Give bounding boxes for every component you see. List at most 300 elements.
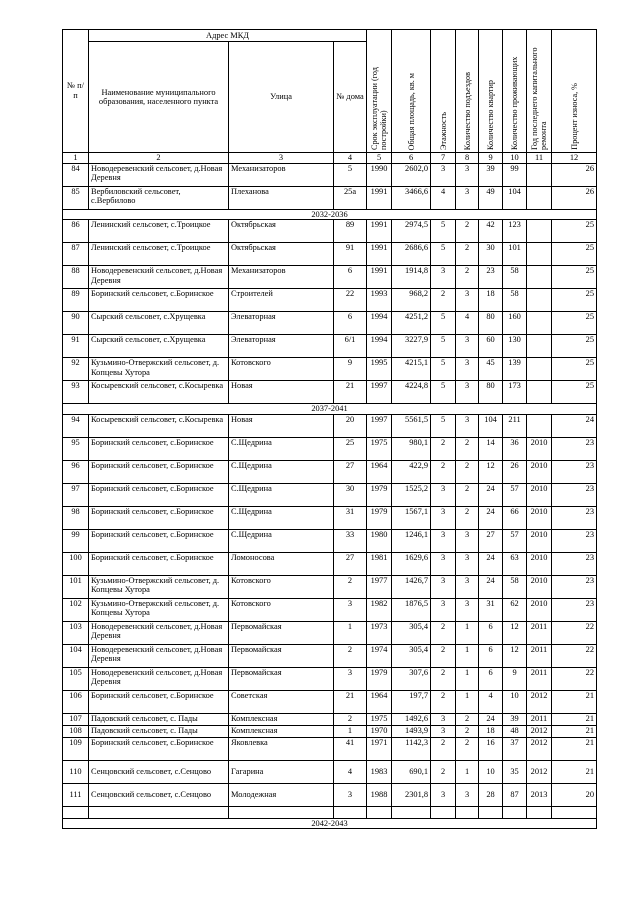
area-cell: 1493,9 <box>392 725 431 737</box>
entrances-cell: 2 <box>456 460 479 483</box>
table-row <box>63 186 597 209</box>
period-label: 2042-2043 <box>63 818 597 829</box>
municipality-cell: Ленинский сельсовет, с.Троицкое <box>89 243 229 266</box>
area-cell: 690,1 <box>392 760 431 783</box>
wear-cell: 26 <box>552 186 597 209</box>
column-number: 3 <box>229 153 334 164</box>
header-address-group: Адрес МКД <box>89 30 367 42</box>
blank-cell <box>229 806 334 818</box>
apartments-cell: 16 <box>479 737 503 760</box>
area-cell: 422,9 <box>392 460 431 483</box>
municipality-cell: Косыревский сельсовет, с.Косыревка <box>89 414 229 437</box>
apartments-cell: 49 <box>479 186 503 209</box>
blank-cell <box>456 806 479 818</box>
house-number-cell: 6 <box>334 312 367 335</box>
header-municipality: Наименование муниципального образования, населенного пункта <box>89 42 229 153</box>
street-cell: Октябрьская <box>229 243 334 266</box>
floors-cell: 3 <box>431 529 456 552</box>
residents-cell: 66 <box>503 506 527 529</box>
table-row <box>63 483 597 506</box>
entrances-cell: 2 <box>456 725 479 737</box>
entrances-cell: 3 <box>456 335 479 358</box>
year-cell: 1993 <box>367 289 392 312</box>
header-entrances: Количество подъездов <box>456 30 479 153</box>
table-row <box>63 725 597 737</box>
table-row <box>63 552 597 575</box>
wear-cell: 23 <box>552 483 597 506</box>
repair-year-cell <box>527 243 552 266</box>
column-number: 8 <box>456 153 479 164</box>
column-number: 6 <box>392 153 431 164</box>
table-row <box>63 598 597 621</box>
repair-year-cell: 2011 <box>527 644 552 667</box>
year-cell: 1990 <box>367 163 392 186</box>
municipality-cell: Новодеревенский сельсовет, д.Новая Деревня <box>89 667 229 690</box>
wear-cell: 23 <box>552 575 597 598</box>
row-number: 98 <box>63 506 89 529</box>
wear-cell: 22 <box>552 644 597 667</box>
house-number-cell: 4 <box>334 760 367 783</box>
blank-cell <box>431 806 456 818</box>
housing-stock-table <box>62 29 597 829</box>
floors-cell: 3 <box>431 725 456 737</box>
apartments-cell: 23 <box>479 266 503 289</box>
year-cell: 1970 <box>367 725 392 737</box>
street-cell: Советская <box>229 690 334 713</box>
table-row <box>63 266 597 289</box>
row-number: 108 <box>63 725 89 737</box>
wear-cell: 21 <box>552 690 597 713</box>
house-number-cell: 3 <box>334 667 367 690</box>
municipality-cell: Боринский сельсовет, с.Боринское <box>89 529 229 552</box>
residents-cell: 101 <box>503 243 527 266</box>
municipality-cell: Кузьмино-Отвержский сельсовет, д. Копцевы Хутора <box>89 358 229 381</box>
year-cell: 1979 <box>367 667 392 690</box>
blank-cell <box>479 806 503 818</box>
year-cell: 1997 <box>367 414 392 437</box>
street-cell: Элеваторная <box>229 335 334 358</box>
house-number-cell: 3 <box>334 783 367 806</box>
apartments-cell: 10 <box>479 760 503 783</box>
municipality-cell: Ленинский сельсовет, с.Троицкое <box>89 220 229 243</box>
area-cell: 4224,8 <box>392 381 431 404</box>
municipality-cell: Сырский сельсовет, с.Хрущевка <box>89 312 229 335</box>
apartments-cell: 18 <box>479 289 503 312</box>
wear-cell: 22 <box>552 621 597 644</box>
street-cell: С.Щедрина <box>229 506 334 529</box>
municipality-cell: Боринский сельсовет, с.Боринское <box>89 552 229 575</box>
repair-year-cell <box>527 266 552 289</box>
street-cell: Котовского <box>229 598 334 621</box>
apartments-cell: 6 <box>479 621 503 644</box>
street-cell: Первомайская <box>229 644 334 667</box>
residents-cell: 104 <box>503 186 527 209</box>
floors-cell: 2 <box>431 760 456 783</box>
repair-year-cell: 2012 <box>527 760 552 783</box>
floors-cell: 2 <box>431 667 456 690</box>
apartments-cell: 45 <box>479 358 503 381</box>
floors-cell: 5 <box>431 243 456 266</box>
apartments-cell: 6 <box>479 644 503 667</box>
row-number: 90 <box>63 312 89 335</box>
entrances-cell: 2 <box>456 483 479 506</box>
wear-cell: 26 <box>552 163 597 186</box>
blank-cell <box>63 806 89 818</box>
wear-cell: 21 <box>552 737 597 760</box>
area-cell: 980,1 <box>392 437 431 460</box>
entrances-cell: 2 <box>456 437 479 460</box>
header-area: Общая площадь, кв. м <box>392 30 431 153</box>
apartments-cell: 30 <box>479 243 503 266</box>
entrances-cell: 3 <box>456 575 479 598</box>
municipality-cell: Вербиловский сельсовет, с.Вербилово <box>89 186 229 209</box>
year-cell: 1994 <box>367 335 392 358</box>
area-cell: 1142,3 <box>392 737 431 760</box>
municipality-cell: Сенцовский сельсовет, с.Сенцово <box>89 760 229 783</box>
column-number: 7 <box>431 153 456 164</box>
wear-cell: 25 <box>552 220 597 243</box>
area-cell: 1876,5 <box>392 598 431 621</box>
repair-year-cell <box>527 312 552 335</box>
area-cell: 2686,6 <box>392 243 431 266</box>
area-cell: 1246,1 <box>392 529 431 552</box>
house-number-cell: 89 <box>334 220 367 243</box>
table-row <box>63 621 597 644</box>
wear-cell: 25 <box>552 381 597 404</box>
year-cell: 1974 <box>367 644 392 667</box>
house-number-cell: 41 <box>334 737 367 760</box>
period-row <box>63 404 597 415</box>
year-cell: 1988 <box>367 783 392 806</box>
apartments-cell: 4 <box>479 690 503 713</box>
row-number: 88 <box>63 266 89 289</box>
year-cell: 1991 <box>367 220 392 243</box>
street-cell: Котовского <box>229 575 334 598</box>
residents-cell: 57 <box>503 483 527 506</box>
year-cell: 1983 <box>367 760 392 783</box>
entrances-cell: 2 <box>456 506 479 529</box>
residents-cell: 57 <box>503 529 527 552</box>
house-number-cell: 21 <box>334 690 367 713</box>
street-cell: Октябрьская <box>229 220 334 243</box>
entrances-cell: 2 <box>456 220 479 243</box>
apartments-cell: 12 <box>479 460 503 483</box>
municipality-cell: Боринский сельсовет, с.Боринское <box>89 690 229 713</box>
table-row <box>63 163 597 186</box>
row-number: 102 <box>63 598 89 621</box>
wear-cell: 22 <box>552 667 597 690</box>
house-number-cell: 22 <box>334 289 367 312</box>
repair-year-cell: 2010 <box>527 598 552 621</box>
row-number: 101 <box>63 575 89 598</box>
residents-cell: 12 <box>503 621 527 644</box>
floors-cell: 5 <box>431 381 456 404</box>
blank-cell <box>503 806 527 818</box>
period-label: 2032-2036 <box>63 209 597 220</box>
row-number: 89 <box>63 289 89 312</box>
blank-cell <box>392 806 431 818</box>
municipality-cell: Новодеревенский сельсовет, д.Новая Деревня <box>89 163 229 186</box>
row-number: 97 <box>63 483 89 506</box>
area-cell: 1914,8 <box>392 266 431 289</box>
floors-cell: 3 <box>431 483 456 506</box>
table-row <box>63 220 597 243</box>
row-number: 104 <box>63 644 89 667</box>
row-number: 94 <box>63 414 89 437</box>
residents-cell: 58 <box>503 575 527 598</box>
area-cell: 197,7 <box>392 690 431 713</box>
municipality-cell: Боринский сельсовет, с.Боринское <box>89 289 229 312</box>
street-cell: Гагарина <box>229 760 334 783</box>
table-row <box>63 335 597 358</box>
street-cell: Котовского <box>229 358 334 381</box>
row-number: 91 <box>63 335 89 358</box>
street-cell: Яковлевка <box>229 737 334 760</box>
row-number: 110 <box>63 760 89 783</box>
municipality-cell: Боринский сельсовет, с.Боринское <box>89 437 229 460</box>
municipality-cell: Боринский сельсовет, с.Боринское <box>89 737 229 760</box>
column-number: 12 <box>552 153 597 164</box>
apartments-cell: 80 <box>479 312 503 335</box>
apartments-cell: 28 <box>479 783 503 806</box>
residents-cell: 62 <box>503 598 527 621</box>
house-number-cell: 25а <box>334 186 367 209</box>
area-cell: 2301,8 <box>392 783 431 806</box>
table-row <box>63 713 597 725</box>
entrances-cell: 3 <box>456 414 479 437</box>
area-cell: 3227,9 <box>392 335 431 358</box>
row-number: 86 <box>63 220 89 243</box>
repair-year-cell: 2011 <box>527 667 552 690</box>
area-cell: 4215,1 <box>392 358 431 381</box>
apartments-cell: 60 <box>479 335 503 358</box>
header-wear: Процент износа, % <box>552 30 597 153</box>
apartments-cell: 31 <box>479 598 503 621</box>
area-cell: 305,4 <box>392 621 431 644</box>
residents-cell: 160 <box>503 312 527 335</box>
year-cell: 1991 <box>367 243 392 266</box>
street-cell: Первомайская <box>229 667 334 690</box>
floors-cell: 2 <box>431 437 456 460</box>
wear-cell: 23 <box>552 552 597 575</box>
repair-year-cell: 2012 <box>527 737 552 760</box>
year-cell: 1964 <box>367 690 392 713</box>
wear-cell: 25 <box>552 243 597 266</box>
area-cell: 1629,6 <box>392 552 431 575</box>
apartments-cell: 24 <box>479 483 503 506</box>
apartments-cell: 24 <box>479 552 503 575</box>
column-number: 2 <box>89 153 229 164</box>
entrances-cell: 1 <box>456 621 479 644</box>
area-cell: 1525,2 <box>392 483 431 506</box>
year-cell: 1979 <box>367 506 392 529</box>
entrances-cell: 3 <box>456 552 479 575</box>
header-year: Срок эксплуатации (год постройки) <box>367 30 392 153</box>
wear-cell: 23 <box>552 460 597 483</box>
blank-cell <box>527 806 552 818</box>
row-number: 106 <box>63 690 89 713</box>
area-cell: 3466,6 <box>392 186 431 209</box>
year-cell: 1982 <box>367 598 392 621</box>
row-number: 99 <box>63 529 89 552</box>
apartments-cell: 39 <box>479 163 503 186</box>
wear-cell: 25 <box>552 266 597 289</box>
residents-cell: 12 <box>503 644 527 667</box>
year-cell: 1995 <box>367 358 392 381</box>
year-cell: 1975 <box>367 437 392 460</box>
floors-cell: 2 <box>431 289 456 312</box>
apartments-cell: 80 <box>479 381 503 404</box>
table-body <box>63 163 597 829</box>
entrances-cell: 2 <box>456 243 479 266</box>
house-number-cell: 1 <box>334 621 367 644</box>
row-number: 84 <box>63 163 89 186</box>
year-cell: 1979 <box>367 483 392 506</box>
entrances-cell: 1 <box>456 667 479 690</box>
wear-cell: 25 <box>552 335 597 358</box>
street-cell: Комплексная <box>229 725 334 737</box>
table-row <box>63 690 597 713</box>
entrances-cell: 2 <box>456 713 479 725</box>
header-house: № дома <box>334 42 367 153</box>
street-cell: С.Щедрина <box>229 437 334 460</box>
apartments-cell: 18 <box>479 725 503 737</box>
repair-year-cell: 2012 <box>527 725 552 737</box>
floors-cell: 5 <box>431 358 456 381</box>
repair-year-cell <box>527 358 552 381</box>
municipality-cell: Боринский сельсовет, с.Боринское <box>89 483 229 506</box>
municipality-cell: Косыревский сельсовет, с.Косыревка <box>89 381 229 404</box>
house-number-cell: 33 <box>334 529 367 552</box>
column-number: 11 <box>527 153 552 164</box>
header-apartments: Количество квартир <box>479 30 503 153</box>
house-number-cell: 20 <box>334 414 367 437</box>
floors-cell: 3 <box>431 506 456 529</box>
residents-cell: 37 <box>503 737 527 760</box>
column-number: 10 <box>503 153 527 164</box>
apartments-cell: 6 <box>479 667 503 690</box>
column-number: 9 <box>479 153 503 164</box>
year-cell: 1997 <box>367 381 392 404</box>
street-cell: Новая <box>229 414 334 437</box>
apartments-cell: 27 <box>479 529 503 552</box>
entrances-cell: 2 <box>456 737 479 760</box>
house-number-cell: 1 <box>334 725 367 737</box>
wear-cell: 23 <box>552 598 597 621</box>
header-floors: Этажность <box>431 30 456 153</box>
house-number-cell: 31 <box>334 506 367 529</box>
period-row <box>63 818 597 829</box>
area-cell: 968,2 <box>392 289 431 312</box>
house-number-cell: 6/1 <box>334 335 367 358</box>
column-number: 5 <box>367 153 392 164</box>
street-cell: Комплексная <box>229 713 334 725</box>
residents-cell: 36 <box>503 437 527 460</box>
wear-cell: 25 <box>552 358 597 381</box>
repair-year-cell: 2010 <box>527 575 552 598</box>
floors-cell: 3 <box>431 552 456 575</box>
floors-cell: 4 <box>431 186 456 209</box>
street-cell: Строителей <box>229 289 334 312</box>
table-row <box>63 460 597 483</box>
header-residents: Количество проживающих <box>503 30 527 153</box>
house-number-cell: 2 <box>334 575 367 598</box>
residents-cell: 99 <box>503 163 527 186</box>
repair-year-cell: 2010 <box>527 437 552 460</box>
residents-cell: 26 <box>503 460 527 483</box>
residents-cell: 123 <box>503 220 527 243</box>
row-number: 100 <box>63 552 89 575</box>
floors-cell: 5 <box>431 312 456 335</box>
municipality-cell: Боринский сельсовет, с.Боринское <box>89 506 229 529</box>
entrances-cell: 1 <box>456 690 479 713</box>
row-number: 87 <box>63 243 89 266</box>
wear-cell: 24 <box>552 414 597 437</box>
entrances-cell: 3 <box>456 529 479 552</box>
blank-cell <box>89 806 229 818</box>
entrances-cell: 3 <box>456 289 479 312</box>
repair-year-cell <box>527 289 552 312</box>
residents-cell: 48 <box>503 725 527 737</box>
table-row <box>63 414 597 437</box>
house-number-cell: 5 <box>334 163 367 186</box>
area-cell: 1567,1 <box>392 506 431 529</box>
year-cell: 1977 <box>367 575 392 598</box>
floors-cell: 2 <box>431 737 456 760</box>
year-cell: 1971 <box>367 737 392 760</box>
street-cell: Механизаторов <box>229 266 334 289</box>
table-row <box>63 529 597 552</box>
residents-cell: 58 <box>503 289 527 312</box>
repair-year-cell: 2011 <box>527 713 552 725</box>
floors-cell: 3 <box>431 163 456 186</box>
column-number-row <box>63 153 597 164</box>
municipality-cell: Падовский сельсовет, с. Пады <box>89 725 229 737</box>
municipality-cell: Сенцовский сельсовет, с.Сенцово <box>89 783 229 806</box>
street-cell: Элеваторная <box>229 312 334 335</box>
repair-year-cell: 2010 <box>527 552 552 575</box>
table-row <box>63 667 597 690</box>
floors-cell: 3 <box>431 266 456 289</box>
municipality-cell: Кузьмино-Отвержский сельсовет, д. Копцевы Хутора <box>89 598 229 621</box>
street-cell: С.Щедрина <box>229 483 334 506</box>
apartments-cell: 104 <box>479 414 503 437</box>
area-cell: 4251,2 <box>392 312 431 335</box>
row-number: 93 <box>63 381 89 404</box>
residents-cell: 130 <box>503 335 527 358</box>
house-number-cell: 6 <box>334 266 367 289</box>
municipality-cell: Падовский сельсовет, с. Пады <box>89 713 229 725</box>
repair-year-cell: 2010 <box>527 460 552 483</box>
area-cell: 1492,6 <box>392 713 431 725</box>
repair-year-cell: 2010 <box>527 506 552 529</box>
residents-cell: 10 <box>503 690 527 713</box>
year-cell: 1994 <box>367 312 392 335</box>
header-repair-year: Год последнего капитального ремонта <box>527 30 552 153</box>
year-cell: 1991 <box>367 186 392 209</box>
repair-year-cell: 2012 <box>527 690 552 713</box>
street-cell: Механизаторов <box>229 163 334 186</box>
floors-cell: 2 <box>431 460 456 483</box>
entrances-cell: 3 <box>456 598 479 621</box>
house-number-cell: 27 <box>334 460 367 483</box>
repair-year-cell: 2010 <box>527 529 552 552</box>
floors-cell: 2 <box>431 644 456 667</box>
row-number: 109 <box>63 737 89 760</box>
residents-cell: 211 <box>503 414 527 437</box>
street-cell: С.Щедрина <box>229 460 334 483</box>
blank-cell <box>552 806 597 818</box>
